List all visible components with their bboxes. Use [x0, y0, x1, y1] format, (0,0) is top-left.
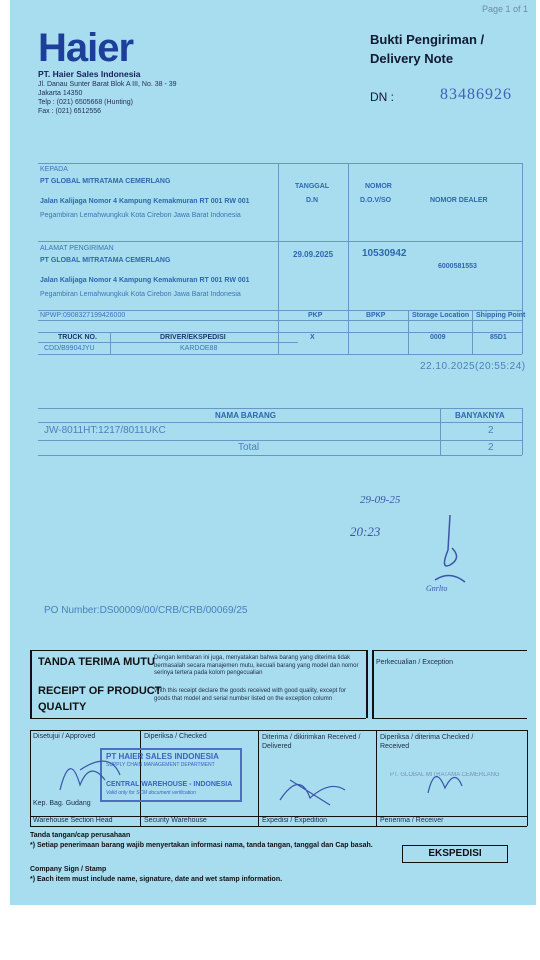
- expedition-signature: [270, 760, 360, 810]
- bpkp-header: BPKP: [366, 312, 386, 319]
- item-qty: 2: [488, 425, 494, 436]
- handwritten-time: 20:23: [350, 524, 381, 539]
- po-number: PO Number:DS00009/00/CRB/CRB/00069/25: [44, 605, 248, 616]
- recipient-name: PT GLOBAL MITRATAMA CEMERLANG: [40, 178, 171, 185]
- ship-name: PT GLOBAL MITRATAMA CEMERLANG: [40, 257, 171, 264]
- stamp-line-1: PT HAIER SALES INDONESIA: [106, 752, 219, 761]
- tanggal-header: TANGGAL: [295, 183, 330, 190]
- shipping-value: 85D1: [490, 334, 507, 341]
- handwritten-label: Gnrlto: [426, 584, 448, 593]
- company-address-1: Jl. Danau Sunter Barat Blok A III, No. 38 - 39: [38, 81, 177, 88]
- stamp-line-4: Valid only for SCM document verification: [106, 790, 196, 796]
- ship-city: Pegambiran Lemahwungkuk Kota Cirebon Jawa Barat Indonesia: [40, 291, 241, 298]
- driver-value: KARDOE88: [180, 345, 218, 352]
- receipt-title: RECEIPT OF PRODUCT: [38, 685, 162, 697]
- approved-label: Disetujui / Approved: [33, 733, 96, 740]
- company-name: PT. Haier Sales Indonesia: [38, 69, 141, 79]
- item-name-header: NAMA BARANG: [215, 411, 277, 420]
- quality-title: QUALITY: [38, 701, 87, 713]
- total-qty: 2: [488, 442, 494, 453]
- page-indicator: Page 1 of 1: [481, 4, 528, 14]
- doc-title-id: Bukti Pengiriman /: [370, 32, 485, 47]
- checked-label: Diperiksa / Checked: [144, 733, 207, 740]
- sign-note: *) Setiap penerimaan barang wajib menyertakan informasi nama, tanda tangan, tanggal dan Cap basah.: [30, 842, 373, 849]
- exception-label: Perkecualian / Exception: [376, 659, 454, 666]
- company-phone: Telp : (021) 6505668 (Hunting): [38, 99, 133, 106]
- company-sign-label: Company Sign / Stamp: [30, 866, 107, 873]
- dn-header: D.N: [306, 197, 319, 204]
- recipient-street: Jalan Kalijaga Nomor 4 Kampung Kemakmuran RT 001 RW 001: [40, 198, 250, 205]
- dn-label: DN :: [370, 90, 394, 104]
- total-label: Total: [238, 442, 260, 453]
- storage-value: 0009: [430, 334, 446, 341]
- dovso-header: D.O.V/SO: [360, 197, 392, 204]
- receiver-signature: [420, 758, 470, 803]
- dn-number: 83486926: [440, 86, 512, 103]
- doc-title-en: Delivery Note: [370, 51, 454, 66]
- pkp-header: PKP: [308, 312, 323, 319]
- print-timestamp: 22.10.2025(20:55:24): [420, 361, 526, 372]
- kepada-label: KEPADA: [40, 166, 68, 173]
- customer-stamp: PT. GLOBAL MITRATAMA CEMERLANG: [390, 772, 500, 778]
- truck-value: CDD/B9904JYU: [44, 345, 95, 352]
- item-qty-header: BANYAKNYA: [455, 411, 505, 420]
- ship-street: Jalan Kalijaga Nomor 4 Kampung Kemakmuran RT 001 RW 001: [40, 277, 250, 284]
- date-value: 29.09.2025: [293, 250, 334, 259]
- do-number-value: 10530942: [362, 248, 407, 259]
- pkp-mark: X: [310, 334, 315, 341]
- stamp-line-2: SUPPLY CHAIN MANAGEMENT DEPARTMENT: [106, 762, 215, 768]
- alamat-label: ALAMAT PENGIRIMAN: [40, 245, 114, 252]
- dealer-no-value: 6000581553: [438, 263, 477, 270]
- handwritten-date: 29-09-25: [360, 494, 401, 506]
- receipt-text-en: With this receipt declare the goods received with good quality, except for goods that model and serial number listed on the exception column: [154, 688, 346, 702]
- truck-header: TRUCK NO.: [58, 334, 97, 341]
- npwp: NPWP:0908327199426000: [40, 312, 126, 319]
- approver-signature: [50, 740, 140, 800]
- receipt-text-id: Dengan lembaran ini juga, menyatakan bahwa barang yang diterima tidak bermasalah secara manajemen mutu, kecuali barang yang model dan nomor serinya tertera pada kolom pengecualian: [154, 655, 359, 676]
- item-name: JW-8011HT:1217/8011UKC: [44, 425, 166, 436]
- security-label: Security Warehouse: [144, 817, 207, 824]
- company-fax: Fax : (021) 6512556: [38, 108, 102, 115]
- wh-head-label: Warehouse Section Head: [33, 817, 113, 824]
- company-address-2: Jakarta 14350: [38, 90, 83, 97]
- received-checked-label: Diperiksa / diterima Checked / Received: [380, 734, 474, 750]
- stamp-line-3: CENTRAL WAREHOUSE - INDONESIA: [106, 781, 233, 788]
- tanda-terima-title: TANDA TERIMA MUTU: [38, 656, 155, 668]
- haier-logo: Haier: [38, 26, 134, 70]
- company-sign-note: *) Each item must include name, signature, date and wet stamp information.: [30, 876, 283, 883]
- delivered-label: Diterima / dikirimkan Received / Delivered: [262, 734, 361, 750]
- shipping-header: Shipping Point: [476, 312, 526, 319]
- storage-header: Storage Location: [412, 312, 470, 319]
- expedition-label: Expedisi / Expedition: [262, 817, 327, 824]
- sign-label: Tanda tangan/cap perusahaan: [30, 832, 131, 839]
- driver-header: DRIVER/EKSPEDISI: [160, 334, 226, 341]
- ekspedisi-copy-label: EKSPEDISI: [402, 845, 508, 863]
- delivery-note-sheet: [10, 0, 536, 905]
- nomor-header: NOMOR: [365, 183, 392, 190]
- nomor-dealer-header: NOMOR DEALER: [430, 197, 488, 204]
- kep-bag-label: Kep. Bag. Gudang: [33, 800, 91, 807]
- recipient-city: Pegambiran Lemahwungkuk Kota Cirebon Jawa Barat Indonesia: [40, 212, 241, 219]
- handwritten-signature: [420, 510, 480, 590]
- receiver-label: Penerima / Receiver: [380, 817, 444, 824]
